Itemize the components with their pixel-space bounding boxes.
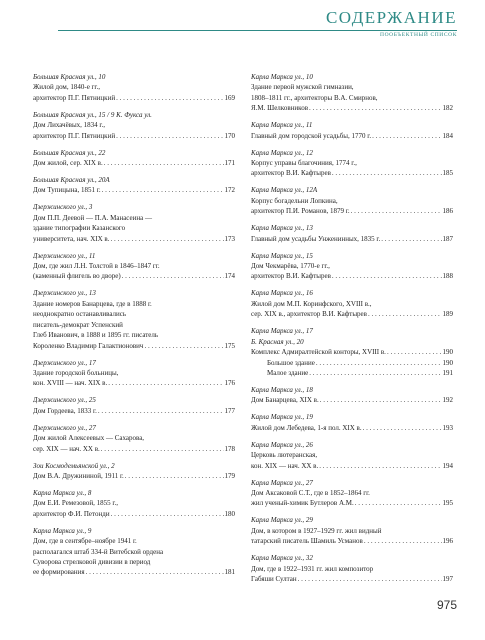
toc-line-with-page: [251, 206, 453, 216]
toc-entry: [33, 110, 235, 141]
dot-leader: [125, 471, 224, 481]
entry-address: Карла Маркса ул., 29: [251, 516, 313, 525]
page-ref: 182: [442, 104, 453, 113]
entry-text: архитектор В.И. Кафтырев: [251, 272, 331, 281]
page-ref: 169: [224, 93, 235, 102]
entry-text: Я.М. Шелковников: [251, 104, 308, 113]
dot-leader: [363, 423, 442, 433]
entry-text: Большое здание: [267, 358, 315, 367]
entry-address: Карла Маркса ул., 16: [251, 289, 313, 298]
toc-entry: [33, 202, 235, 244]
toc-entry: [251, 288, 453, 319]
page-ref: 185: [442, 169, 453, 178]
page-ref: 178: [224, 444, 235, 453]
toc-line-with-page: [33, 234, 235, 244]
toc-line-with-page: [33, 185, 235, 195]
toc-line-with-page: [33, 158, 235, 168]
entry-text: сер. XIX — нач. XX в.: [33, 444, 100, 453]
dot-leader: [110, 234, 223, 244]
toc-entry: [251, 553, 453, 584]
toc-line-with-page: [251, 536, 453, 546]
dot-leader: [116, 93, 223, 103]
page-ref: 188: [442, 272, 453, 281]
toc-left-column: [33, 72, 235, 584]
toc-line-with-page: [33, 271, 235, 281]
entry-text: кон. XVIII — нач. XIX в.: [33, 379, 108, 388]
entry-text: Габяши Султан: [251, 574, 297, 583]
toc-line-with-page: [251, 234, 453, 244]
page-ref: 190: [442, 358, 453, 367]
entry-text: Корпус богадельни Лопкина,: [251, 196, 338, 205]
page-ref: 189: [442, 310, 453, 319]
entry-text: архитектор В.И. Кафтырев: [251, 169, 331, 178]
toc-line-with-page: [251, 358, 453, 368]
page-ref: 172: [224, 186, 235, 195]
dot-leader: [351, 206, 442, 216]
page-number: 975: [436, 598, 457, 612]
page-ref: 175: [224, 341, 235, 350]
page-ref: 195: [442, 499, 453, 508]
toc-entry: [33, 461, 235, 482]
dot-leader: [309, 368, 441, 378]
toc-line-with-page: [251, 423, 453, 433]
entry-address: Карла Маркса ул., 12: [251, 148, 313, 157]
entry-text: Дом, в котором в 1927–1929 гг. жил видный: [251, 526, 382, 535]
entry-text: Комплекс Адмиралтейской конторы, XVIII в.: [251, 348, 386, 357]
dot-leader: [387, 347, 442, 357]
entry-text: Дом, где в 1922–1931 гг. жил композитор: [251, 564, 374, 573]
entry-text: Здание городской больницы,: [33, 368, 119, 377]
toc-entry: [251, 120, 453, 141]
entry-text: Короленко Владимир Галактионович: [33, 341, 144, 350]
toc-entry: [251, 515, 453, 546]
toc-entry: [33, 175, 235, 196]
entry-text: здание типографии Казанского: [33, 224, 126, 233]
entry-address: Карла Маркса ул., 19: [251, 413, 313, 422]
page-ref: 196: [442, 537, 453, 546]
toc-entry: [33, 148, 235, 169]
entry-text: Дом Е.И. Ремезовой, 1855 г.,: [33, 499, 118, 508]
page-ref: 186: [442, 207, 453, 216]
entry-text: Суворова стрелковой дивизии в период: [33, 557, 151, 566]
entry-address: Б. Красная ул., 20: [251, 337, 304, 346]
entry-text: архитектор Ф.И. Петонди: [33, 509, 110, 518]
section-subtitle: ПООБЪЕКТНЫЙ СПИСОК: [380, 32, 457, 38]
toc-line-with-page: [33, 471, 235, 481]
page-ref: 194: [442, 461, 453, 470]
dot-leader: [86, 567, 224, 577]
entry-text: Дом Лихачёвых, 1834 г.,: [33, 121, 106, 130]
toc-entry: [251, 72, 453, 114]
toc-line-with-page: [251, 395, 453, 405]
toc-entry: [251, 326, 453, 378]
dot-leader: [368, 309, 442, 319]
entry-text: писатель-демократ Успенский: [33, 320, 123, 329]
toc-entry: [33, 251, 235, 282]
toc-entry: [33, 488, 235, 519]
entry-address: Карла Маркса ул., 8: [33, 488, 92, 497]
entry-text: архитектор П.И. Романов, 1879 г.: [251, 207, 350, 216]
entry-text: Жилой дом Лебедева, 1-я пол. XIX в.: [251, 423, 362, 432]
entry-text: Корпус управы благочиния, 1774 г.,: [251, 159, 357, 168]
entry-address: Карла Маркса ул., 10: [251, 73, 313, 81]
toc-entry: [33, 288, 235, 350]
entry-text: Дом В.А. Дружининой, 1911 г.: [33, 471, 124, 480]
page-ref: 190: [442, 348, 453, 357]
toc-line-with-page: [33, 341, 235, 351]
toc-line-with-page: [251, 103, 453, 113]
entry-address: Дзержинского ул., 11: [33, 251, 96, 260]
entry-text: Жилой дом М.П. Коринфского, XVIII в.,: [251, 299, 372, 308]
entry-text: жил ученый-химик Бутлеров А.М.: [251, 499, 354, 508]
page-ref: 174: [224, 272, 235, 281]
dot-leader: [309, 103, 442, 113]
entry-address: Дзержинского ул., 13: [33, 289, 96, 298]
entry-text: татарский писатель Шамиль Усманов: [251, 537, 363, 546]
entry-text: 1808–1811 гг., архитекторы В.А. Смирнов,: [251, 93, 378, 102]
toc-entry: [251, 223, 453, 244]
page-ref: 192: [442, 396, 453, 405]
toc-line-with-page: [251, 498, 453, 508]
entry-address: Дзержинского ул., 27: [33, 423, 96, 432]
toc-entry: [251, 385, 453, 406]
entry-text: Здание первой мужской гимназии,: [251, 83, 354, 92]
toc-line-with-page: [251, 368, 453, 378]
entry-text: кон. XIX — нач. XX в.: [251, 461, 319, 470]
entry-address: Карла Маркса ул., 26: [251, 440, 313, 449]
page-ref: 179: [224, 471, 235, 480]
dot-leader: [122, 271, 224, 281]
toc-entry: [33, 72, 235, 103]
dot-leader: [144, 341, 223, 351]
toc-line-with-page: [33, 378, 235, 388]
entry-text: архитектор П.Г. Пятницкий: [33, 131, 116, 140]
toc-entry: [33, 423, 235, 454]
toc-line-with-page: [33, 93, 235, 103]
entry-text: Церковь лютеранская,: [251, 451, 318, 460]
entry-text: Дом жилой, сер. XIX в.: [33, 159, 103, 168]
toc-line-with-page: [33, 509, 235, 519]
entry-address: Карла Маркса ул., 9: [33, 526, 92, 535]
entry-text: Дом Тупицына, 1851 г.: [33, 186, 101, 195]
dot-leader: [316, 358, 442, 368]
toc-line-with-page: [33, 444, 235, 454]
toc-entry: [251, 478, 453, 509]
dot-leader: [111, 509, 224, 519]
entry-text: Жилой дом, 1840-е гг.,: [33, 83, 101, 92]
toc-line-with-page: [251, 131, 453, 141]
entry-text: Дом Аксаковой С.Т., где в 1852–1864 гг.: [251, 488, 370, 497]
toc-entry: [251, 185, 453, 216]
page-ref: 171: [224, 159, 235, 168]
entry-text: Дом П.П. Деевой — П.А. Манасеина —: [33, 213, 152, 222]
entry-text: Глеб Иванович, в 1888 и 1895 гг. писатель: [33, 331, 159, 340]
toc-line-with-page: [251, 347, 453, 357]
entry-address: Карла Маркса ул., 12А: [251, 186, 318, 195]
entry-address: Дзержинского ул., 17: [33, 358, 96, 367]
page-ref: 177: [224, 406, 235, 415]
entry-address: Зои Космодемьянской ул., 2: [33, 461, 115, 470]
section-title: СОДЕРЖАНИЕ: [325, 8, 457, 27]
dot-leader: [355, 498, 442, 508]
dot-leader: [319, 461, 441, 471]
page-ref: 170: [224, 131, 235, 140]
entry-address: Дзержинского ул., 3: [33, 203, 93, 212]
entry-address: Дзержинского ул., 25: [33, 396, 96, 405]
page-ref: 176: [224, 379, 235, 388]
entry-address: Карла Маркса ул., 11: [251, 121, 313, 130]
entry-text: Главный дом усадьбы Унженинных, 1835 г.: [251, 234, 381, 243]
toc-line-with-page: [251, 461, 453, 471]
entry-text: располагался штаб 334-й Витебской ордена: [33, 547, 164, 556]
header-divider: [58, 30, 457, 31]
page-ref: 197: [442, 574, 453, 583]
entry-text: Дом Гордеева, 1833 г.: [33, 406, 97, 415]
dot-leader: [320, 395, 442, 405]
page-ref: 193: [442, 423, 453, 432]
dot-leader: [381, 234, 441, 244]
toc-entry: [251, 412, 453, 433]
entry-text: Дом жилой Алексеевых — Сахарова,: [33, 434, 145, 443]
entry-text: архитектор П.Г. Пятницкий: [33, 93, 116, 102]
entry-address: Карла Маркса ул., 32: [251, 554, 313, 563]
dot-leader: [332, 168, 442, 178]
dot-leader: [298, 574, 442, 584]
entry-text: неоднократно останавливались: [33, 310, 127, 319]
page-ref: 187: [442, 234, 453, 243]
page-ref: 173: [224, 234, 235, 243]
entry-address: Карла Маркса ул., 13: [251, 224, 313, 233]
toc-line-with-page: [251, 309, 453, 319]
entry-address: Карла Маркса ул., 27: [251, 478, 313, 487]
toc-right-column: [251, 72, 453, 591]
dot-leader: [372, 131, 441, 141]
entry-text: Здание номеров Банарцева, где в 1888 г.: [33, 299, 152, 308]
toc-line-with-page: [33, 406, 235, 416]
entry-text: сер. XIX в., архитектор В.И. Кафтырев: [251, 310, 367, 319]
page-ref: 180: [224, 509, 235, 518]
dot-leader: [98, 406, 224, 416]
entry-text: ее формирования: [33, 568, 85, 577]
toc-entry: [251, 148, 453, 179]
dot-leader: [104, 158, 224, 168]
dot-leader: [332, 271, 442, 281]
entry-text: Главный дом городской усадьбы, 1770 г.: [251, 131, 372, 140]
toc-line-with-page: [251, 271, 453, 281]
entry-address: Большая Красная ул., 10: [33, 73, 106, 81]
entry-address: Карла Маркса ул., 17: [251, 327, 313, 336]
toc-entry: [33, 358, 235, 389]
entry-address: Большая Красная ул., 15 / 9 К. Фукса ул.: [33, 110, 152, 119]
dot-leader: [108, 378, 223, 388]
entry-text: Дом, где жил Л.Н. Толстой в 1846–1847 гг.: [33, 262, 160, 271]
entry-text: Малое здание: [267, 368, 309, 377]
toc-line-with-page: [33, 567, 235, 577]
page-ref: 184: [442, 131, 453, 140]
dot-leader: [101, 444, 224, 454]
dot-leader: [102, 185, 224, 195]
entry-address: Большая Красная ул., 20А: [33, 176, 110, 185]
toc-entry: [251, 251, 453, 282]
entry-text: университета, нач. XIX в.: [33, 234, 110, 243]
entry-text: (каменный флигель во дворе): [33, 272, 121, 281]
entry-address: Карла Маркса ул., 18: [251, 385, 313, 394]
page-ref: 191: [442, 368, 453, 377]
entry-address: Карла Маркса ул., 15: [251, 251, 313, 260]
toc-line-with-page: [33, 131, 235, 141]
entry-text: Дом Чекмарёва, 1770-е гг.,: [251, 262, 330, 271]
toc-line-with-page: [251, 574, 453, 584]
dot-leader: [364, 536, 442, 546]
entry-address: Большая Красная ул., 22: [33, 148, 106, 157]
toc-entry: [33, 526, 235, 578]
entry-text: Дом Банарцева, XIX в.: [251, 396, 319, 405]
entry-text: Дом, где в сентябре–ноябре 1941 г.: [33, 537, 137, 546]
dot-leader: [116, 131, 223, 141]
toc-entry: [251, 440, 453, 471]
toc-line-with-page: [251, 168, 453, 178]
toc-entry: [33, 395, 235, 416]
page-ref: 181: [224, 568, 235, 577]
